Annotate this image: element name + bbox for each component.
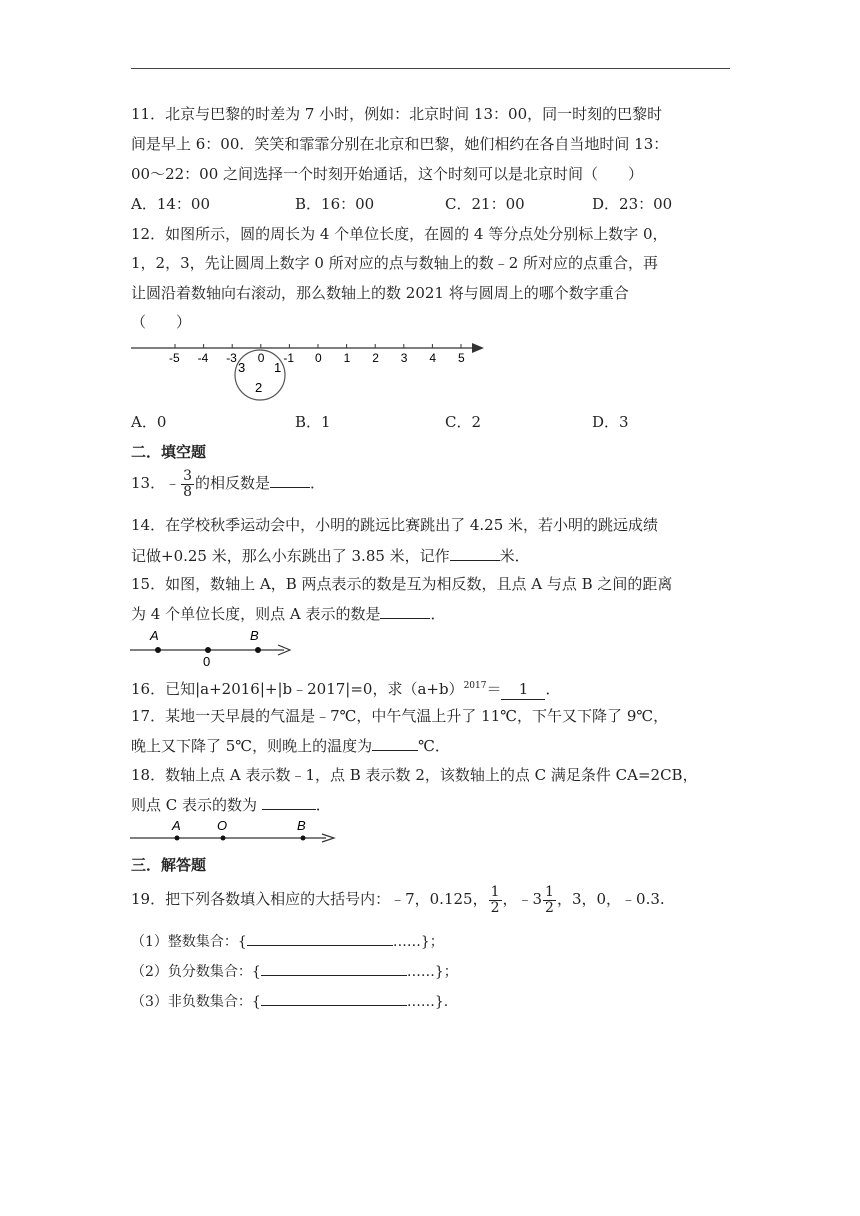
q18-answer-blank[interactable] <box>262 794 316 810</box>
q16-end: ． <box>545 680 561 698</box>
q11-line3: 00～22：00 之间选择一个时刻开始通话，这个时刻可以是北京时间（ ） <box>131 165 644 183</box>
q16-line <box>131 676 561 700</box>
q13-numerator: 3 <box>183 467 193 484</box>
q15-line2 <box>131 603 445 624</box>
q11-option-c[interactable]: C．21：00 <box>445 195 525 213</box>
q15-line2-end: ． <box>430 605 446 623</box>
q19-set-3-end: ……}. <box>406 994 449 1010</box>
q19-set-1-label: （1）整数集合：{ <box>131 934 247 950</box>
q17-line1: 17．某地一天早晨的气温是﹣7℃，中午气温上升了 11℃，下午又下降了 9℃， <box>131 707 669 725</box>
q12-option-d[interactable]: D．3 <box>592 413 629 431</box>
q19-set-1-end: ……}； <box>392 934 444 950</box>
q15-point-a <box>155 647 161 653</box>
q16-equals: ＝ <box>486 680 502 698</box>
q18-number-line-figure <box>126 816 341 848</box>
q15-label-b: B <box>250 628 259 643</box>
q13-answer-blank[interactable] <box>270 472 310 488</box>
q12-circle-label-1: 1 <box>274 360 282 375</box>
q15-point-b <box>255 647 261 653</box>
q14-answer-blank[interactable] <box>450 545 500 561</box>
q19-set-3-label: （3）非负数集合：{ <box>131 994 261 1010</box>
q19-set-3 <box>131 990 448 1012</box>
q11-option-a[interactable]: A．14：00 <box>131 195 211 213</box>
q12-tick-label: 2 <box>372 351 379 365</box>
q19-set-2-end: ……}； <box>406 964 458 980</box>
q19-set-2-label: （2）负分数集合：{ <box>131 964 261 980</box>
q14-line2-end: 米． <box>499 547 530 565</box>
q19-fraction-2-num: 1 <box>545 883 554 900</box>
q18-point-a <box>175 836 180 841</box>
q18-line2 <box>131 794 331 815</box>
q16-exponent: 2017 <box>463 681 487 691</box>
q12-tick-label: -4 <box>197 351 209 365</box>
q12-line4: （ ） <box>131 313 192 331</box>
q13-fraction <box>181 469 194 500</box>
q19-set-2 <box>131 960 458 982</box>
q14-line1: 14．在学校秋季运动会中，小明的跳远比赛跳出了 4.25 米，若小明的跳远成绩 <box>131 516 659 534</box>
q12-tick-label: 3 <box>400 351 408 365</box>
q18-point-b <box>301 836 306 841</box>
q11-option-d[interactable]: D．23：00 <box>592 195 673 213</box>
q13-prefix: 13．﹣ <box>131 474 181 492</box>
q19-set-2-blank[interactable] <box>261 960 407 976</box>
q19-fraction-2-den: 2 <box>545 899 554 916</box>
q18-line1: 18．数轴上点 A 表示数﹣1，点 B 表示数 2，该数轴上的点 C 满足条件 CA=2CB， <box>131 766 698 784</box>
section-answer-title: 三．解答题 <box>131 856 207 874</box>
q12-tick-label: 0 <box>315 351 322 365</box>
q19-fraction-1 <box>489 885 502 916</box>
q18-point-origin <box>221 836 226 841</box>
q19-intro: 19．把下列各数填入相应的大括号内：﹣7，0.125， <box>131 890 488 908</box>
q19-fraction-1-num: 1 <box>490 883 500 900</box>
q12-tick-label: -1 <box>283 351 295 365</box>
q11-option-b[interactable]: B．16：00 <box>295 195 375 213</box>
q19-fraction-2 <box>543 885 556 916</box>
q13-suffix: 的相反数是 <box>195 474 271 492</box>
q15-line1: 15．如图，数轴上 A，B 两点表示的数是互为相反数，且点 A 与点 B 之间的距离 <box>131 575 673 593</box>
q19-set-3-blank[interactable] <box>261 990 407 1006</box>
q18-label-origin: O <box>217 818 228 833</box>
q12-option-b[interactable]: B．1 <box>295 413 331 431</box>
q12-tick-label: 0 <box>257 351 265 365</box>
q12-line3: 让圆沿着数轴向右滚动，那么数轴上的数 2021 将与圆周上的哪个数字重合 <box>131 284 629 302</box>
q15-point-origin <box>205 647 211 653</box>
q18-line2-text: 则点 C 表示的数为 <box>131 796 262 814</box>
q12-tick-label: 5 <box>458 351 465 365</box>
q13-denominator: 8 <box>183 483 193 500</box>
q15-label-origin: 0 <box>203 654 211 669</box>
q12-number-line-figure <box>126 336 491 404</box>
q17-line2 <box>131 735 450 756</box>
q15-answer-blank[interactable] <box>380 603 430 619</box>
q12-circle-label-3: 3 <box>238 360 246 375</box>
q13-line <box>131 466 325 502</box>
q14-line2-text: 记做+0.25 米，那么小东跳出了 3.85 米，记作 <box>131 547 450 565</box>
q19-set-1-blank[interactable] <box>247 930 393 946</box>
q18-label-b: B <box>297 818 306 833</box>
q12-line2: 1，2，3，先让圆周上数字 0 所对应的点与数轴上的数﹣2 所对应的点重合，再 <box>131 254 659 272</box>
q17-line2-text: 晚上又下降了 5℃，则晚上的温度为 <box>131 737 373 755</box>
q17-line2-end: ℃． <box>418 737 450 755</box>
q18-line2-end: ． <box>315 796 331 814</box>
q12-line1: 12．如图所示，圆的周长为 4 个单位长度，在圆的 4 等分点处分别标上数字 0， <box>131 225 668 243</box>
q19-fraction-1-den: 2 <box>490 899 500 916</box>
q16-answer[interactable]: 1 <box>501 679 545 700</box>
q12-option-c[interactable]: C．2 <box>445 413 482 431</box>
q19-tail: ，3，0，﹣0.3. <box>556 890 665 908</box>
header-rule <box>131 68 730 69</box>
section-fill-in-blank-title: 二．填空题 <box>131 443 207 461</box>
q12-tick-label: 4 <box>429 351 437 365</box>
q11-line2: 间是早上 6：00．笑笑和霏霏分别在北京和巴黎，她们相约在各自当地时间 13： <box>131 135 669 153</box>
q19-mid: ，﹣3 <box>502 890 543 908</box>
q13-end: ． <box>310 474 326 492</box>
q12-circle-label-2: 2 <box>255 380 263 395</box>
q14-line2 <box>131 545 530 566</box>
q15-number-line-figure <box>126 626 301 670</box>
q16-text: 16．已知|a+2016|+|b﹣2017|=0，求（a+b） <box>131 680 464 698</box>
q19-set-1 <box>131 930 444 952</box>
q12-axis-arrow <box>472 343 484 353</box>
q18-label-a: A <box>172 818 181 833</box>
q12-option-a[interactable]: A．0 <box>131 413 167 431</box>
q12-tick-label: 1 <box>343 351 351 365</box>
q15-label-a: A <box>150 628 159 643</box>
q12-tick-label: -5 <box>169 351 180 365</box>
q15-line2-text: 为 4 个单位长度，则点 A 表示的数是 <box>131 605 381 623</box>
q12-tick-label: -3 <box>226 351 237 365</box>
q19-line <box>131 881 665 919</box>
q17-answer-blank[interactable] <box>372 735 418 751</box>
q11-line1: 11．北京与巴黎的时差为 7 小时，例如：北京时间 13：00，同一时刻的巴黎时 <box>131 105 663 123</box>
